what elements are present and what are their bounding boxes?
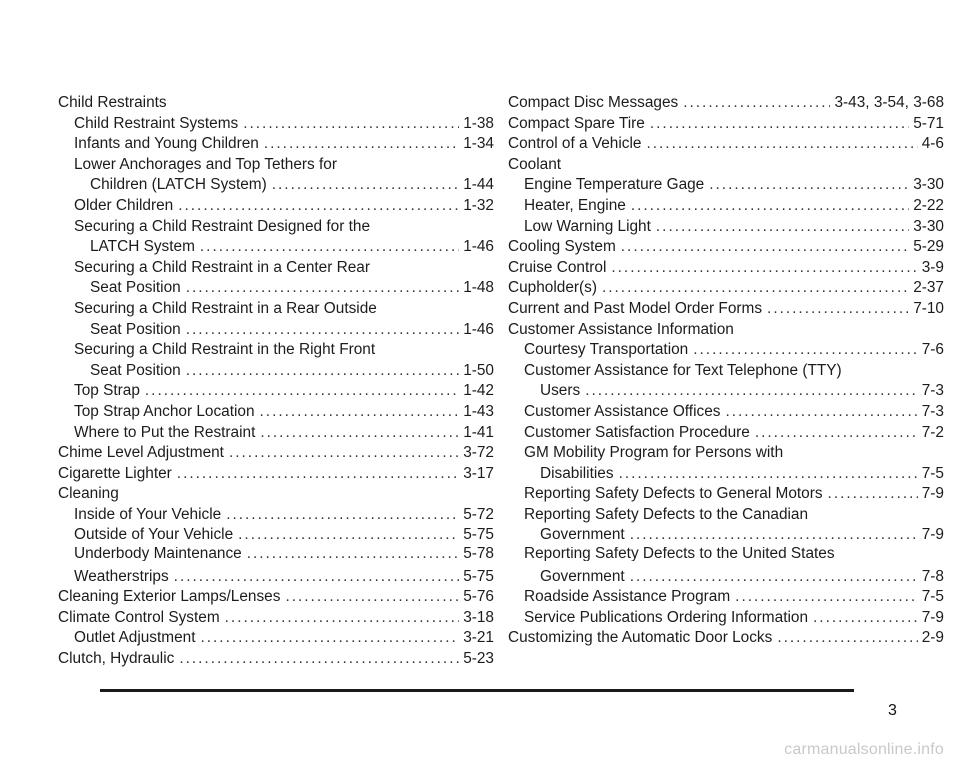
index-entry-page: 1-41 <box>463 423 494 441</box>
index-entry-text: Outlet Adjustment <box>74 629 196 647</box>
index-entry-page: 5-29 <box>913 238 944 256</box>
index-entry <box>58 588 494 609</box>
index-entry <box>58 176 494 197</box>
index-entry-text: Disabilities <box>540 464 614 482</box>
index-entry <box>508 629 944 650</box>
index-entry-text: Control of a Vehicle <box>508 135 642 153</box>
index-entry <box>58 506 494 527</box>
index-entry-page: 3-30 <box>913 176 944 194</box>
index-entry-text: Cigarette Lighter <box>58 464 172 482</box>
dot-leader <box>178 197 459 215</box>
index-entry <box>508 238 944 259</box>
index-right-column <box>508 94 944 650</box>
index-entry-text: Children (LATCH System) <box>90 176 267 194</box>
dot-leader <box>656 218 909 236</box>
index-entry-page: 7-9 <box>921 485 944 503</box>
index-entry-text: Top Strap Anchor Location <box>74 402 255 420</box>
index-entry-text: Underbody Maintenance <box>74 547 242 562</box>
dot-leader <box>179 650 459 668</box>
index-entry-text: Cleaning <box>58 485 119 503</box>
index-entry-text: Securing a Child Restraint in a Center Rear <box>74 258 370 276</box>
index-entry-text: Cooling System <box>508 238 616 256</box>
index-entry-text: Customer Assistance for Text Telephone (TTY) <box>524 361 842 379</box>
index-entry-text: Older Children <box>74 196 174 214</box>
index-entry <box>508 115 944 136</box>
dot-leader <box>238 526 459 544</box>
index-entry <box>508 506 944 527</box>
index-entry-page: 2-9 <box>921 629 944 647</box>
dot-leader <box>611 259 917 277</box>
index-entry <box>508 424 944 445</box>
index-entry-page: 5-76 <box>463 588 494 606</box>
index-entry-text: Low Warning Light <box>524 217 651 235</box>
index-entry-text: Customizing the Automatic Door Locks <box>508 629 773 647</box>
index-entry <box>508 300 944 321</box>
index-entry-text: Seat Position <box>90 361 181 379</box>
index-entry-text: Current and Past Model Order Forms <box>508 299 763 317</box>
index-entry-text: Infants and Young Children <box>74 135 259 153</box>
index-entry-page: 1-44 <box>463 176 494 194</box>
index-entry-text: Compact Spare Tire <box>508 114 645 132</box>
index-entry <box>58 218 494 239</box>
dot-leader <box>630 568 918 586</box>
index-entry <box>58 485 494 506</box>
index-entry-page: 3-9 <box>921 258 944 276</box>
dot-leader <box>585 382 918 400</box>
dot-leader <box>186 279 459 297</box>
dot-leader <box>619 465 918 483</box>
dot-leader <box>272 176 459 194</box>
dot-leader <box>225 609 460 627</box>
index-entry <box>58 197 494 218</box>
index-entry-text: Roadside Assistance Program <box>524 588 731 606</box>
index-entry-text: Government <box>540 526 625 544</box>
index-entry-page: 2-37 <box>913 279 944 297</box>
index-entry <box>58 279 494 300</box>
dot-leader <box>693 341 918 359</box>
index-entry-page: 7-2 <box>921 423 944 441</box>
index-entry-page: 5-75 <box>463 567 494 585</box>
index-entry <box>58 609 494 630</box>
index-entry-text: Reporting Safety Defects to the United States <box>524 547 835 562</box>
index-entry <box>508 465 944 486</box>
dot-leader <box>260 424 459 442</box>
index-entry <box>58 444 494 465</box>
footer-rule <box>100 689 854 692</box>
index-entry-text: Courtesy Transportation <box>524 341 689 359</box>
index-entry-page: 3-72 <box>463 444 494 462</box>
index-entry-page: 7-9 <box>921 608 944 626</box>
index-entry <box>58 547 494 561</box>
index-entry-text: Outside of Your Vehicle <box>74 526 234 544</box>
index-entry-text: Weatherstrips <box>74 567 169 585</box>
dot-leader <box>264 135 459 153</box>
index-entry-text: Top Strap <box>74 382 140 400</box>
dot-leader <box>200 238 459 256</box>
dot-leader <box>631 197 909 215</box>
dot-leader <box>646 135 917 153</box>
index-entry-page: 5-72 <box>463 505 494 523</box>
index-entry <box>508 382 944 403</box>
index-entry-text: Customer Assistance Offices <box>524 402 721 420</box>
index-entry-page: 1-42 <box>463 382 494 400</box>
index-entry-page: 1-50 <box>463 361 494 379</box>
dot-leader <box>229 444 459 462</box>
index-entry-page: 1-32 <box>463 196 494 214</box>
index-entry-text: GM Mobility Program for Persons with <box>524 444 784 462</box>
index-entry <box>58 94 494 115</box>
index-entry <box>58 115 494 136</box>
index-entry-text: Government <box>540 567 625 585</box>
index-entry-text: Securing a Child Restraint in a Rear Outside <box>74 299 377 317</box>
index-entry <box>508 259 944 280</box>
dot-leader <box>145 382 459 400</box>
index-entry-page: 7-5 <box>921 588 944 606</box>
dot-leader <box>650 115 909 133</box>
index-entry <box>58 465 494 486</box>
index-entry <box>508 526 944 547</box>
index-entry-page: 7-5 <box>921 464 944 482</box>
index-entry-text: Cleaning Exterior Lamps/Lenses <box>58 588 281 606</box>
index-entry-text: Cruise Control <box>508 258 607 276</box>
index-entry-page: 1-46 <box>463 238 494 256</box>
index-entry-page: 1-46 <box>463 320 494 338</box>
index-entry <box>58 650 494 671</box>
dot-leader <box>226 506 459 524</box>
dot-leader <box>247 547 459 561</box>
dot-leader <box>200 629 459 647</box>
index-entry <box>58 156 494 177</box>
index-entry-text: Customer Assistance Information <box>508 320 734 338</box>
index-entry-page: 7-9 <box>921 526 944 544</box>
index-entry <box>508 197 944 218</box>
dot-leader <box>285 588 459 606</box>
index-entry-page: 5-78 <box>463 547 494 562</box>
dot-leader <box>177 465 459 483</box>
index-entry-page: 3-30 <box>913 217 944 235</box>
index-entry <box>508 321 944 342</box>
index-entry-text: Service Publications Ordering Information <box>524 608 809 626</box>
index-entry <box>58 300 494 321</box>
dot-leader <box>243 115 459 133</box>
index-entry <box>58 238 494 259</box>
index-entry <box>508 156 944 177</box>
index-entry-page: 4-6 <box>921 135 944 153</box>
dot-leader <box>174 568 460 586</box>
index-entry-text: Heater, Engine <box>524 196 626 214</box>
index-entry-text: Chime Level Adjustment <box>58 444 224 462</box>
dot-leader <box>260 403 460 421</box>
index-entry-text: Coolant <box>508 155 562 173</box>
dot-leader <box>777 629 917 647</box>
dot-leader <box>767 300 909 318</box>
dot-leader <box>755 424 918 442</box>
index-entry-page: 7-8 <box>921 567 944 585</box>
index-entry-page: 5-23 <box>463 650 494 668</box>
index-entry <box>508 135 944 156</box>
index-entry-text: Climate Control System <box>58 608 220 626</box>
index-entry-text: Seat Position <box>90 320 181 338</box>
page-number: 3 <box>888 702 897 719</box>
index-entry-text: Child Restraints <box>58 94 167 111</box>
index-entry <box>508 568 944 589</box>
index-entry <box>508 609 944 630</box>
index-entry-text: Cupholder(s) <box>508 279 597 297</box>
index-entry-page: 1-34 <box>463 135 494 153</box>
index-entry <box>508 341 944 362</box>
index-entry <box>508 588 944 609</box>
index-entry <box>508 362 944 383</box>
index-entry-text: LATCH System <box>90 238 195 256</box>
index-entry-page: 3-18 <box>463 608 494 626</box>
index-entry-text: Compact Disc Messages <box>508 94 679 111</box>
index-entry-text: Where to Put the Restraint <box>74 423 256 441</box>
index-entry-page: 3-17 <box>463 464 494 482</box>
index-left-column <box>58 94 494 671</box>
index-entry-text: Lower Anchorages and Top Tethers for <box>74 155 337 173</box>
dot-leader <box>683 94 830 112</box>
index-entry <box>58 382 494 403</box>
index-entry-page: 3-43, 3-54, 3-68 <box>834 94 944 111</box>
index-entry-text: Reporting Safety Defects to General Motors <box>524 485 823 503</box>
index-entry <box>58 568 494 589</box>
index-entry-page: 5-75 <box>463 526 494 544</box>
index-entry <box>58 135 494 156</box>
index-entry <box>508 547 944 561</box>
index-entry <box>58 424 494 445</box>
dot-leader <box>725 403 917 421</box>
index-entry <box>58 403 494 424</box>
index-entry <box>508 279 944 300</box>
dot-leader <box>621 238 909 256</box>
index-entry-page: 1-38 <box>463 114 494 132</box>
index-entry <box>58 259 494 280</box>
index-entry-text: Child Restraint Systems <box>74 114 239 132</box>
index-entry <box>508 94 944 115</box>
index-entry <box>58 341 494 362</box>
dot-leader <box>186 362 459 380</box>
index-entry <box>508 444 944 465</box>
index-entry-text: Reporting Safety Defects to the Canadian <box>524 505 809 523</box>
dot-leader <box>735 588 918 606</box>
index-entry <box>58 629 494 650</box>
index-entry-page: 3-21 <box>463 629 494 647</box>
index-entry-page: 1-48 <box>463 279 494 297</box>
index-entry-page: 7-6 <box>921 341 944 359</box>
index-entry-page: 2-22 <box>913 196 944 214</box>
index-entry-text: Customer Satisfaction Procedure <box>524 423 750 441</box>
index-entry-text: Securing a Child Restraint Designed for the <box>74 217 370 235</box>
dot-leader <box>709 176 909 194</box>
dot-leader <box>813 609 918 627</box>
index-entry <box>508 176 944 197</box>
index-entry-page: 1-43 <box>463 402 494 420</box>
index-entry-text: Inside of Your Vehicle <box>74 505 222 523</box>
watermark: carmanualsonline.info <box>784 741 944 758</box>
dot-leader <box>602 279 909 297</box>
index-entry-text: Users <box>540 382 581 400</box>
index-entry-text: Securing a Child Restraint in the Right Front <box>74 341 376 359</box>
index-entry-page: 7-3 <box>921 402 944 420</box>
index-entry-page: 5-71 <box>913 114 944 132</box>
index-entry <box>508 485 944 506</box>
index-entry-text: Seat Position <box>90 279 181 297</box>
index-entry <box>508 218 944 239</box>
index-entry <box>58 362 494 383</box>
index-entry-text: Clutch, Hydraulic <box>58 650 175 668</box>
index-entry <box>508 403 944 424</box>
index-entry <box>58 526 494 547</box>
index-entry-text: Engine Temperature Gage <box>524 176 705 194</box>
index-entry <box>58 321 494 342</box>
dot-leader <box>630 526 918 544</box>
index-entry-page: 7-10 <box>913 299 944 317</box>
dot-leader <box>828 485 918 503</box>
index-entry-page: 7-3 <box>921 382 944 400</box>
dot-leader <box>186 321 459 339</box>
